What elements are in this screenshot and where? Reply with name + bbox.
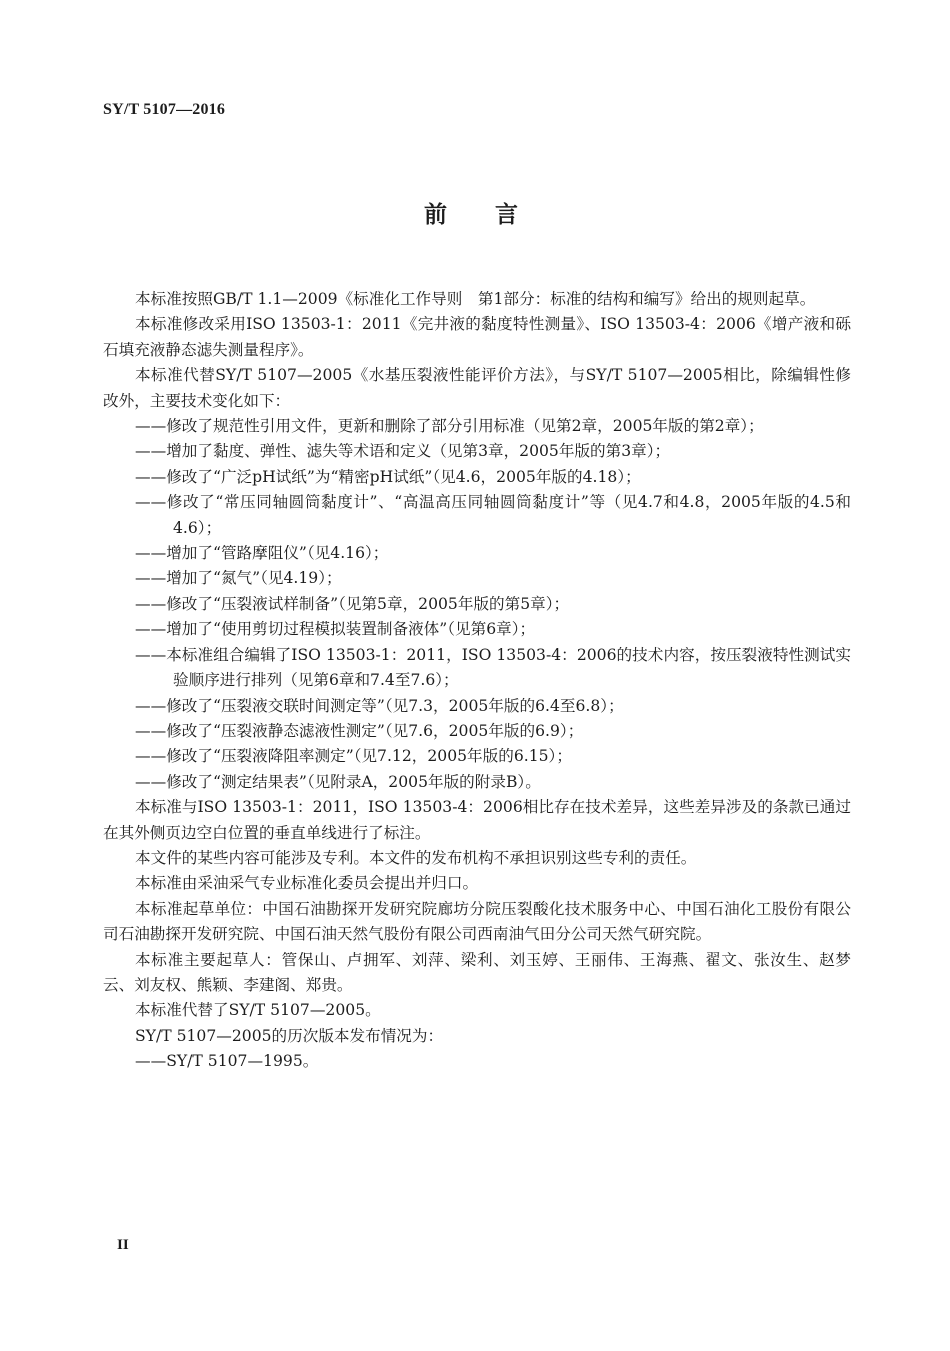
- history-item: ——SY/T 5107—1995。: [135, 1052, 319, 1071]
- change-item: ——修改了规范性引用文件，更新和删除了部分引用标准（见第2章，2005年版的第2章）；: [135, 417, 764, 436]
- paragraph: 本文件的某些内容可能涉及专利。本文件的发布机构不承担识别这些专利的责任。: [135, 848, 697, 867]
- foreword-body: [103, 287, 851, 1075]
- page-title: 前言: [424, 202, 566, 228]
- paragraph: 本标准与ISO 13503-1：2011，ISO 13503-4：2006相比存在技术差异，这些差异涉及的条款已通过在其外侧页边空白位置的垂直单线进行了标注。: [103, 798, 851, 842]
- change-item: ——增加了“氮气”（见4.19）；: [135, 569, 342, 588]
- change-item: ——增加了“管路摩阻仪”（见4.16）；: [135, 544, 389, 563]
- change-item: ——修改了“压裂液降阻率测定”（见7.12，2005年版的6.15）；: [135, 747, 572, 766]
- page-number: II: [117, 1237, 129, 1253]
- change-item: ——修改了“广泛pH试纸”为“精密pH试纸”（见4.6，2005年版的4.18）；: [135, 467, 641, 486]
- change-item: ——修改了“测定结果表”（见附录A，2005年版的附录B）。: [135, 772, 541, 791]
- paragraph: 本标准主要起草人：管保山、卢拥军、刘萍、梁利、刘玉婷、王丽伟、王海燕、翟文、张汝生、赵梦云、刘友权、熊颖、李建阁、郑贵。: [103, 950, 851, 994]
- paragraph: 本标准修改采用ISO 13503-1：2011《完井液的黏度特性测量》、ISO 13503-4：2006《增产液和砾石填充液静态滤失测量程序》。: [103, 315, 851, 359]
- change-item: ——增加了“使用剪切过程模拟装置制备液体”（见第6章）；: [135, 620, 536, 639]
- change-item: ——修改了“常压同轴圆筒黏度计”、“高温高压同轴圆筒黏度计”等（见4.7和4.8，2005年版的4.5和4.6）；: [135, 493, 851, 537]
- paragraph: SY/T 5107—2005的历次版本发布情况为：: [135, 1026, 444, 1045]
- paragraph: 本标准按照GB/T 1.1—2009《标准化工作导则 第1部分：标准的结构和编写》给出的规则起草。: [135, 290, 816, 308]
- standard-code: SY/T 5107—2016: [103, 101, 226, 118]
- change-item: ——增加了黏度、弹性、滤失等术语和定义（见第3章，2005年版的第3章）；: [135, 442, 671, 461]
- change-item: ——本标准组合编辑了ISO 13503-1：2011，ISO 13503-4：2006的技术内容，按压裂液特性测试实验顺序进行排列（见第6章和7.4至7.6）；: [135, 645, 851, 690]
- paragraph: 本标准起草单位：中国石油勘探开发研究院廊坊分院压裂酸化技术服务中心、中国石油化工股份有限公司石油勘探开发研究院、中国石油天然气股份有限公司西南油气田分公司天然气研究院。: [103, 899, 851, 944]
- change-item: ——修改了“压裂液静态滤液性测定”（见7.6，2005年版的6.9）；: [135, 721, 584, 740]
- change-item: ——修改了“压裂液试样制备”（见第5章，2005年版的第5章）；: [135, 594, 570, 613]
- change-item: ——修改了“压裂液交联时间测定等”（见7.3，2005年版的6.4至6.8）；: [135, 696, 624, 715]
- paragraph: 本标准代替了SY/T 5107—2005。: [135, 1001, 381, 1020]
- paragraph: 本标准由采油采气专业标准化委员会提出并归口。: [135, 874, 479, 893]
- paragraph: 本标准代替SY/T 5107—2005《水基压裂液性能评价方法》，与SY/T 5107—2005相比，除编辑性修改外，主要技术变化如下：: [103, 366, 851, 410]
